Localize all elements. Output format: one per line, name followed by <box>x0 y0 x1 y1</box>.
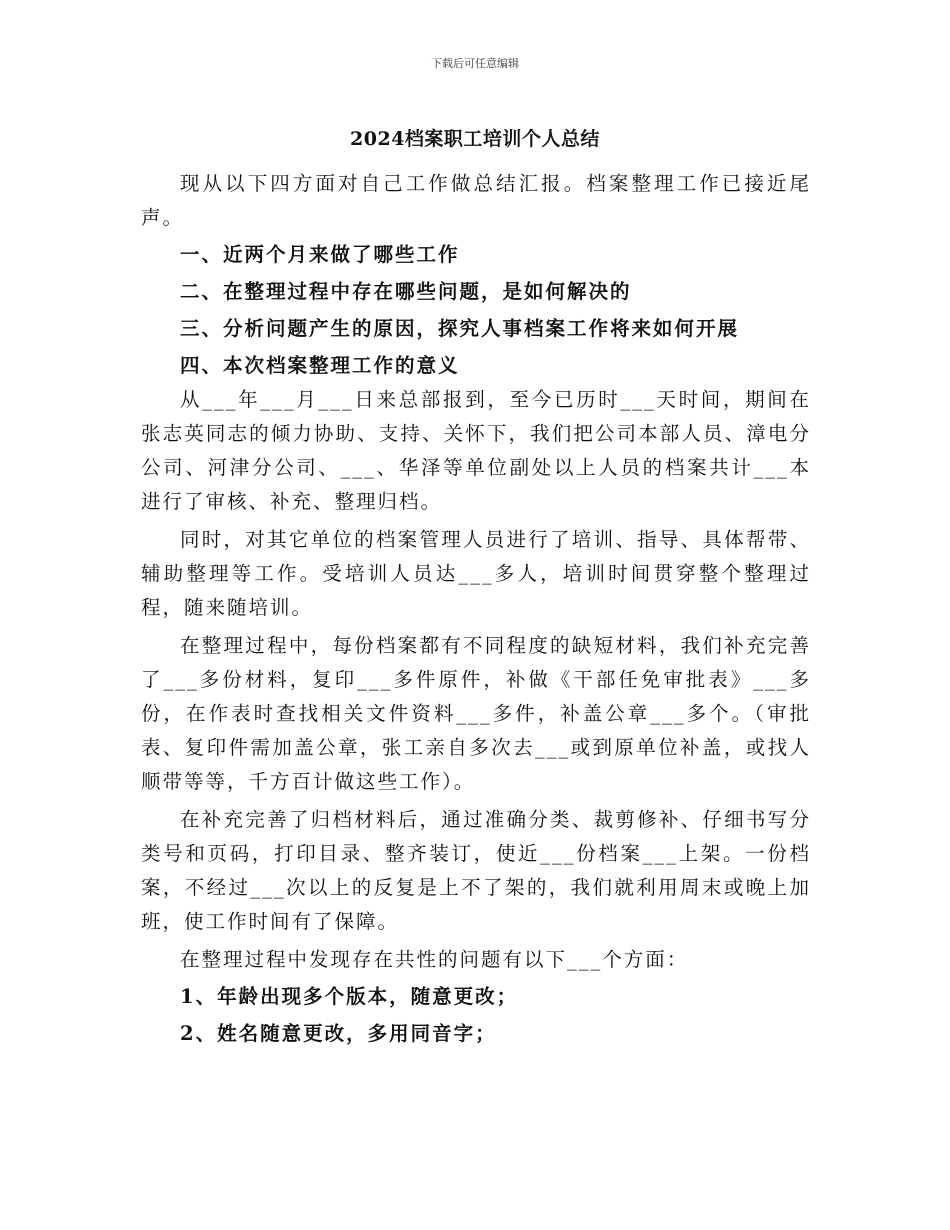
section-heading-4: 四、本次档案整理工作的意义 <box>180 354 460 377</box>
list-item: 1、年龄出现多个版本，随意更改； <box>180 985 519 1008</box>
body-paragraph: 从___年___月___日来总部报到，至今已历时___天时间，期间在张志英同志的倾力协助、支持、关怀下，我们把公司本部人员、漳电分公司、河津分公司、___、华泽等单位副处以上人员的档案共计___本进行了审核、补充、整理归档。 <box>141 388 811 513</box>
document-body <box>141 167 811 1051</box>
page-header-note: 下载后可任意编辑 <box>431 57 519 70</box>
document-title: 2024档案职工培训个人总结 <box>350 128 600 150</box>
body-paragraph: 在整理过程中，每份档案都有不同程度的缺短材料，我们补充完善了___多份材料，复印___多件原件，补做《干部任免审批表》___多份，在作表时查找相关文件资料___多件，补盖公章___多个。（审批表、复印件需加盖公章，张工亲自多次去___或到原单位补盖，或找人顺带等等，千方百计做这些工作）。 <box>141 634 811 793</box>
section-heading-2: 二、在整理过程中存在哪些问题，是如何解决的 <box>180 280 632 303</box>
intro-paragraph: 现从以下四方面对自己工作做总结汇报。档案整理工作已接近尾声。 <box>141 172 811 229</box>
section-heading-1: 一、近两个月来做了哪些工作 <box>180 243 460 266</box>
body-paragraph: 在整理过程中发现存在共性的问题有以下___个方面： <box>180 948 689 971</box>
body-paragraph: 同时，对其它单位的档案管理人员进行了培训、指导、具体帮带、辅助整理等工作。受培训人员达___多人，培训时间贯穿整个整理过程，随来随培训。 <box>141 528 811 619</box>
body-paragraph: 在补充完善了归档材料后，通过准确分类、裁剪修补、仔细书写分类号和页码，打印目录、整齐装订，使近___份档案___上架。一份档案，不经过___次以上的反复是上不了架的，我们就利用周末或晚上加班，使工作时间有了保障。 <box>141 808 811 933</box>
list-item: 2、姓名随意更改，多用同音字； <box>180 1022 497 1045</box>
section-heading-3: 三、分析问题产生的原因，探究人事档案工作将来如何开展 <box>180 317 740 340</box>
